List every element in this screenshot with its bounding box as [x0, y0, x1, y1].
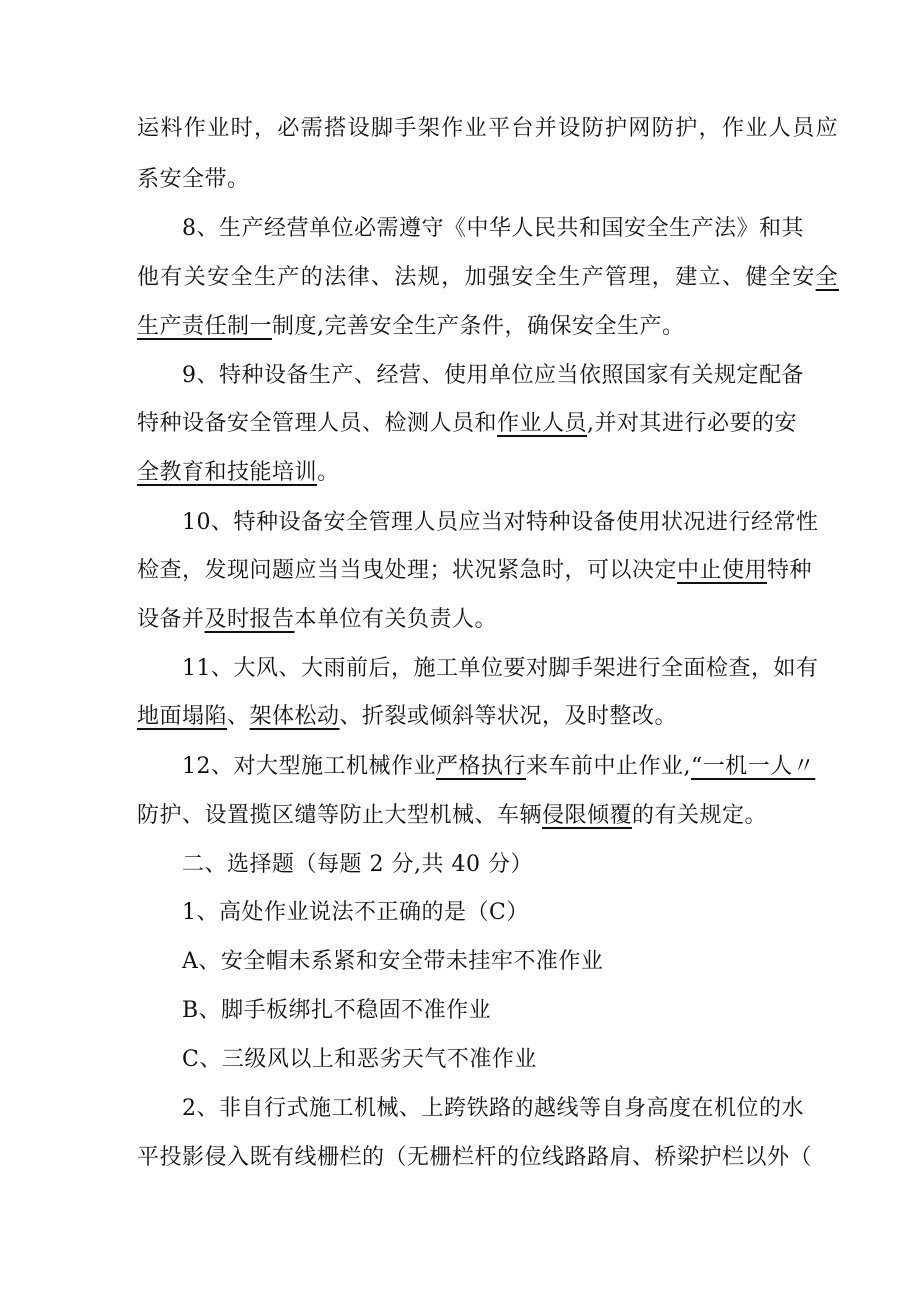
text-line	[137, 114, 839, 144]
underlined-answer: 架体松动	[249, 704, 340, 729]
text-line	[182, 654, 819, 684]
underlined-answer: 地面塌陷	[137, 704, 228, 729]
text-span: 9、特种设备生产、经营、使用单位应当依照国家有关规定配备	[182, 363, 804, 388]
text-span: 1、高处作业说法不正确的是（C）	[182, 900, 529, 925]
underlined-answer: 侵限倾覆	[542, 803, 633, 828]
underlined-answer: 生产责任制一	[137, 314, 273, 339]
underlined-answer: 中止使用	[677, 558, 768, 583]
text-span: 检查，发现问题应当当曳处理；状况紧急时，可以决定	[137, 558, 678, 583]
text-span: 12、对大型施工机械作业	[182, 754, 436, 779]
text-span: 平投影侵入既有线栅栏的（无栅栏杆的位线路路肩、桥梁护栏以外（	[137, 1145, 813, 1170]
text-span: 11、大风、大雨前后，施工单位要对脚手架进行全面检查，如有	[182, 656, 819, 681]
text-span: 制度,完善安全生产条件，确保安全生产。	[272, 314, 685, 339]
underlined-answer: 作业人员	[497, 411, 588, 436]
text-line	[182, 752, 815, 782]
text-span: 10、特种设备安全管理人员应当对特种设备使用状况进行经常性	[182, 510, 819, 535]
option-c	[182, 1045, 537, 1075]
text-line	[137, 165, 250, 195]
text-span: 、	[227, 704, 250, 729]
text-line	[137, 312, 685, 342]
underlined-answer: 及时报告	[204, 607, 295, 632]
text-line	[137, 702, 677, 732]
text-span: C、三级风以上和恶劣天气不准作业	[182, 1047, 537, 1072]
section-heading	[182, 850, 533, 880]
text-span: 系安全带。	[137, 167, 250, 192]
text-span: 的有关规定。	[632, 803, 768, 828]
text-span: 他有关安全生产的法律、法规，加强安全生产管理，建立、健全安	[137, 265, 816, 290]
text-span: ,并对其进行必要的安	[587, 411, 798, 436]
option-b	[182, 996, 491, 1026]
text-span: 、折裂或倾斜等状况，及时整改。	[339, 704, 678, 729]
text-span: 防护、设置揽区缱等防止大型机械、车辆	[137, 803, 543, 828]
text-span: 来车前中止作业,	[526, 754, 692, 779]
text-span: 。	[317, 460, 340, 485]
text-line	[137, 263, 839, 293]
text-line	[182, 508, 819, 538]
underlined-answer: 全	[815, 265, 840, 290]
question-1	[182, 898, 529, 928]
text-span: 本单位有关负责人。	[294, 607, 498, 632]
text-span: A、安全帽未系紧和安全带未挂牢不准作业	[182, 949, 604, 974]
text-span: 8、生产经营单位必需遵守《中华人民共和国安全生产法》和其	[182, 216, 804, 241]
text-line	[137, 605, 497, 635]
underlined-answer: 严格执行	[436, 754, 527, 779]
underlined-answer: “一机一人〃	[691, 754, 816, 779]
underlined-answer: 全教育和技能培训	[137, 460, 318, 485]
text-line	[137, 409, 797, 439]
text-line	[137, 801, 767, 831]
text-span: 设备并	[137, 607, 205, 632]
text-span: B、脚手板绑扎不稳固不准作业	[182, 998, 492, 1023]
text-line	[137, 458, 340, 488]
text-span: 运料作业时，必需搭设脚手架作业平台并设防护网防护，作业人员应	[137, 116, 840, 141]
text-span: 二、选择题（每题 2 分,共 40 分）	[182, 852, 533, 877]
text-line	[182, 214, 804, 244]
text-span: 特种设备安全管理人员、检测人员和	[137, 411, 498, 436]
text-span: 特种	[767, 558, 813, 583]
text-span: 2、非自行式施工机械、上跨铁路的越线等自身高度在机位的水	[182, 1096, 804, 1121]
text-line	[137, 556, 812, 586]
text-line	[137, 1143, 812, 1173]
text-line	[182, 361, 804, 391]
option-a	[182, 947, 603, 977]
question-2	[182, 1094, 804, 1124]
